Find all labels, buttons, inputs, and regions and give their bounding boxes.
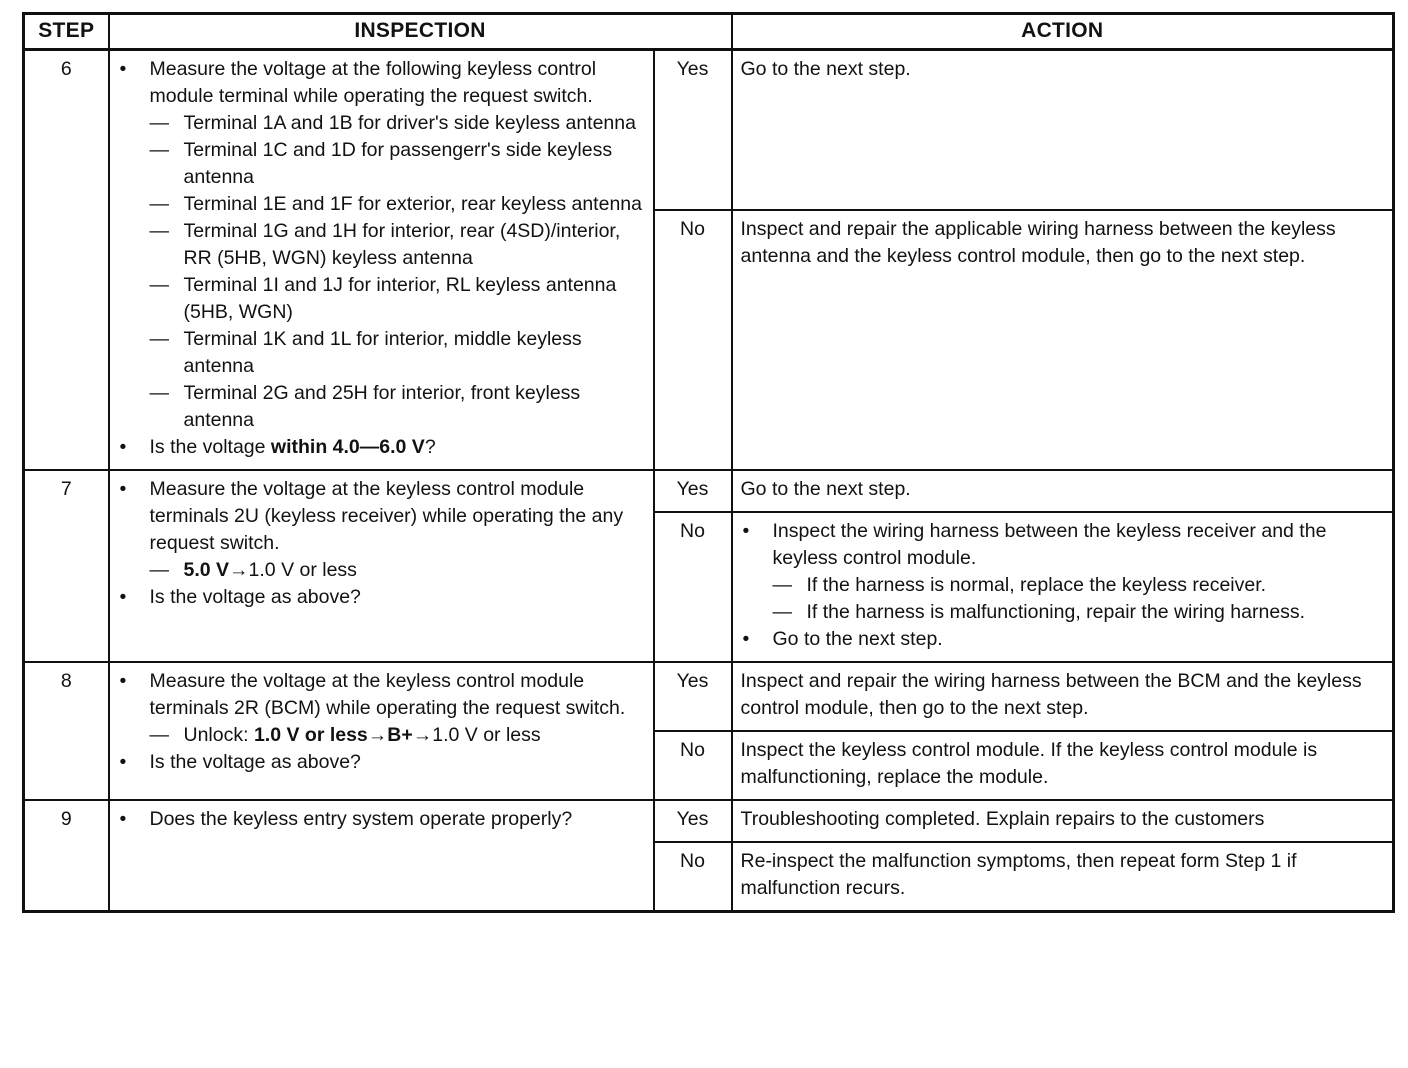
text-segment: Terminal 1E and 1F for exterior, rear keyless antenna	[183, 193, 642, 215]
step-cell: 9	[24, 800, 109, 912]
action-cell	[732, 210, 1394, 470]
text-segment: Inspect the keyless control module. If the keyless control module is malfunctioning, replace the module.	[740, 739, 1318, 788]
dash-marker: —	[772, 574, 793, 596]
action-line	[741, 737, 1385, 791]
text-segment: Measure the voltage at the following keyless control module terminal while operating the request switch.	[149, 58, 597, 107]
action-line	[741, 848, 1385, 902]
action-cell	[732, 470, 1394, 512]
text-segment: If the harness is normal, replace the keyless receiver.	[806, 574, 1267, 596]
bold-text-segment: B+	[387, 724, 413, 746]
step-cell: 8	[24, 662, 109, 800]
action-line	[741, 599, 1385, 626]
text-segment: Terminal 1I and 1J for interior, RL keyless antenna (5HB, WGN)	[183, 274, 617, 323]
inspection-text	[150, 668, 645, 722]
action-text	[773, 518, 1385, 572]
text-segment: Troubleshooting completed. Explain repairs to the customers	[740, 808, 1265, 830]
inspection-text	[184, 722, 645, 749]
text-segment: Inspect the wiring harness between the keyless receiver and the keyless control module.	[772, 520, 1327, 569]
header-step: STEP	[24, 14, 109, 50]
inspection-cell	[109, 470, 654, 662]
bullet-marker: •	[119, 670, 127, 692]
inspection-line	[118, 668, 645, 722]
header-action: ACTION	[732, 14, 1394, 50]
bold-text-segment: 1.0 V or less	[253, 724, 368, 746]
text-segment: Is the voltage as above?	[149, 751, 361, 773]
action-text	[741, 848, 1385, 902]
dash-marker: —	[149, 139, 169, 161]
action-cell	[732, 731, 1394, 800]
inspection-line	[118, 722, 645, 749]
step-cell: 7	[24, 470, 109, 662]
inspection-text	[184, 218, 645, 272]
inspection-line	[118, 110, 645, 137]
bullet-marker: •	[119, 586, 127, 608]
inspection-line	[118, 749, 645, 776]
action-line	[741, 216, 1385, 270]
table-row	[24, 800, 1394, 842]
action-cell	[732, 842, 1394, 912]
inspection-line	[118, 476, 645, 557]
inspection-cell	[109, 662, 654, 800]
table-row	[24, 50, 1394, 210]
answer-cell: No	[654, 512, 732, 662]
text-segment: Inspect and repair the wiring harness between the BCM and the keyless control module, then go to the next step.	[740, 670, 1362, 719]
action-cell	[732, 800, 1394, 842]
inspection-text	[150, 806, 645, 833]
table-head	[24, 14, 1394, 50]
inspection-line	[118, 584, 645, 611]
answer-cell: Yes	[654, 800, 732, 842]
action-text	[773, 626, 1385, 653]
action-cell	[732, 50, 1394, 210]
dash-marker: —	[149, 559, 169, 581]
bullet-marker: •	[119, 808, 127, 830]
text-segment: Does the keyless entry system operate properly?	[149, 808, 573, 830]
action-text	[741, 476, 1385, 503]
action-text	[807, 572, 1385, 599]
text-segment: Go to the next step.	[740, 58, 911, 80]
text-segment: Is the voltage	[149, 436, 271, 458]
action-line	[741, 806, 1385, 833]
inspection-line	[118, 191, 645, 218]
answer-cell: Yes	[654, 470, 732, 512]
answer-cell: No	[654, 842, 732, 912]
header-inspection: INSPECTION	[109, 14, 732, 50]
text-segment: Terminal 1G and 1H for interior, rear (4SD)/interior, RR (5HB, WGN) keyless antenna	[183, 220, 621, 269]
inspection-text	[184, 272, 645, 326]
action-cell	[732, 512, 1394, 662]
action-text	[807, 599, 1385, 626]
answer-cell: Yes	[654, 50, 732, 210]
text-segment: Terminal 1C and 1D for passengerr's side keyless antenna	[183, 139, 613, 188]
text-segment: Inspect and repair the applicable wiring harness between the keyless antenna and the keyless control module, then go to the next step.	[740, 217, 1336, 267]
inspection-text	[184, 557, 645, 584]
text-segment: Terminal 1K and 1L for interior, middle keyless antenna	[183, 328, 582, 377]
action-text	[741, 56, 1385, 83]
dash-marker: —	[149, 220, 169, 242]
inspection-line	[118, 806, 645, 833]
bullet-marker: •	[742, 520, 750, 542]
text-segment: →	[367, 724, 388, 746]
inspection-cell	[109, 50, 654, 471]
dash-marker: —	[149, 274, 169, 296]
bullet-marker: •	[119, 436, 127, 458]
action-line	[741, 56, 1385, 83]
troubleshooting-table	[22, 12, 1395, 913]
action-line	[741, 626, 1385, 653]
text-segment: Terminal 2G and 25H for interior, front keyless antenna	[183, 382, 581, 431]
inspection-line	[118, 326, 645, 380]
text-segment: Re-inspect the malfunction symptoms, then repeat form Step 1 if malfunction recurs.	[740, 850, 1297, 899]
action-line	[741, 476, 1385, 503]
action-line	[741, 572, 1385, 599]
action-line	[741, 668, 1385, 722]
action-text	[741, 737, 1385, 791]
inspection-text	[150, 749, 645, 776]
text-segment: Go to the next step.	[740, 478, 911, 500]
inspection-line	[118, 218, 645, 272]
inspection-text	[150, 476, 645, 557]
dash-marker: —	[149, 724, 169, 746]
bullet-marker: •	[742, 628, 750, 650]
inspection-line	[118, 380, 645, 434]
text-segment: Go to the next step.	[772, 628, 943, 650]
inspection-text	[150, 56, 645, 110]
inspection-text	[184, 110, 645, 137]
inspection-text	[184, 326, 645, 380]
inspection-line	[118, 56, 645, 110]
bold-text-segment: 5.0 V	[183, 559, 230, 581]
text-segment: Is the voltage as above?	[149, 586, 361, 608]
text-segment: Measure the voltage at the keyless control module terminals 2U (keyless receiver) while operating the any request switch.	[149, 478, 624, 554]
dash-marker: —	[149, 382, 169, 404]
bullet-marker: •	[119, 751, 127, 773]
inspection-line	[118, 137, 645, 191]
text-segment: →1.0 V or less	[412, 724, 541, 746]
answer-cell: No	[654, 210, 732, 470]
text-segment: Measure the voltage at the keyless control module terminals 2R (BCM) while operating the request switch.	[149, 670, 626, 719]
text-segment: →1.0 V or less	[229, 559, 357, 581]
action-text	[741, 668, 1385, 722]
dash-marker: —	[772, 601, 793, 623]
text-segment: ?	[424, 436, 436, 458]
text-segment: Terminal 1A and 1B for driver's side keyless antenna	[183, 112, 636, 134]
action-cell	[732, 662, 1394, 731]
inspection-cell	[109, 800, 654, 912]
table-body	[24, 50, 1394, 912]
dash-marker: —	[149, 112, 169, 134]
header-row	[24, 14, 1394, 50]
dash-marker: —	[149, 193, 169, 215]
bold-text-segment: within 4.0—6.0 V	[270, 436, 425, 458]
bullet-marker: •	[119, 58, 127, 80]
dash-marker: —	[149, 328, 169, 350]
table-row	[24, 662, 1394, 731]
answer-cell: No	[654, 731, 732, 800]
inspection-text	[184, 137, 645, 191]
text-segment: If the harness is malfunctioning, repair the wiring harness.	[806, 601, 1306, 623]
action-text	[741, 806, 1385, 833]
inspection-text	[184, 380, 645, 434]
inspection-line	[118, 434, 645, 461]
text-segment: Unlock:	[183, 724, 254, 746]
bullet-marker: •	[119, 478, 127, 500]
action-line	[741, 518, 1385, 572]
step-cell: 6	[24, 50, 109, 471]
action-text	[741, 216, 1385, 270]
inspection-line	[118, 557, 645, 584]
inspection-text	[150, 584, 645, 611]
inspection-text	[184, 191, 645, 218]
answer-cell: Yes	[654, 662, 732, 731]
table-row	[24, 470, 1394, 512]
inspection-text	[150, 434, 645, 461]
inspection-line	[118, 272, 645, 326]
